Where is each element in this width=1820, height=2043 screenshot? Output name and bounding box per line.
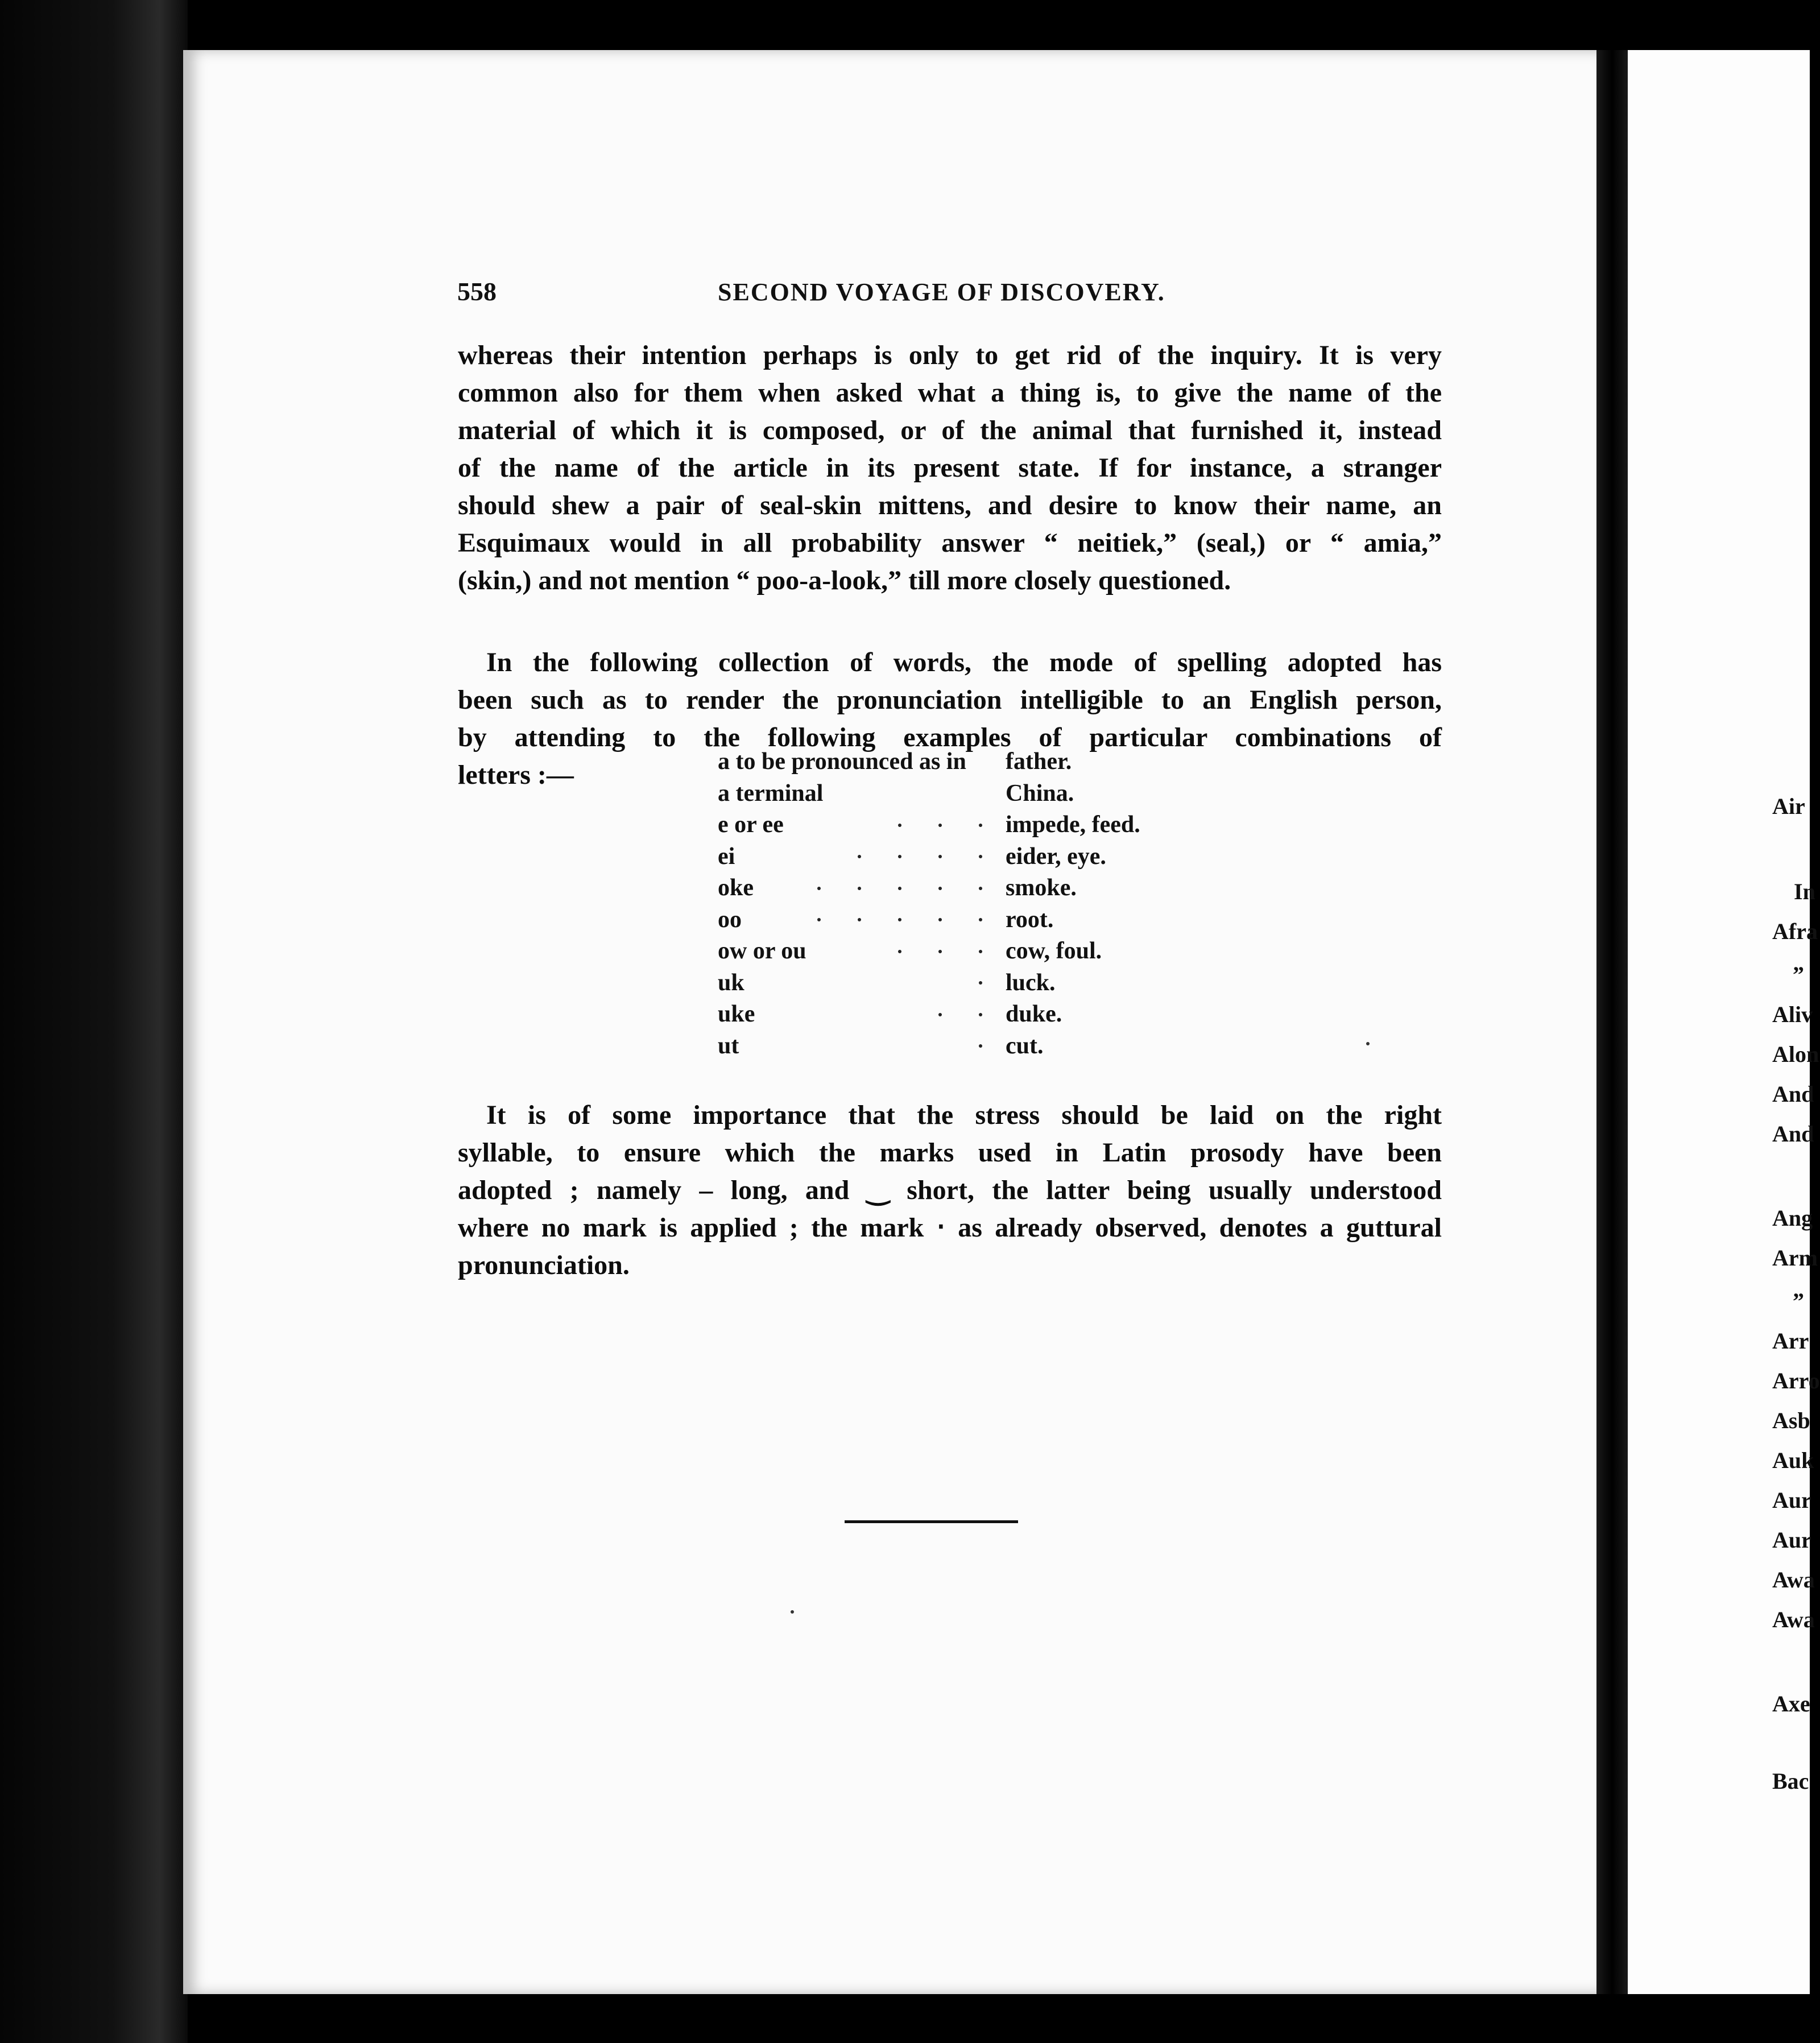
example-row: [718, 904, 1343, 936]
example-letters: uke: [718, 1001, 755, 1027]
example-word: impede, feed.: [1006, 812, 1140, 838]
text-line: should shew a pair of seal-skin mittens, and desire to know their name, an: [458, 490, 1442, 520]
leader-dot: [817, 887, 821, 890]
example-row: [718, 936, 1343, 967]
facing-page-word: Auk: [1772, 1448, 1814, 1473]
text-line: whereas their intention perhaps is only to get rid of the inquiry. It is very: [458, 340, 1442, 370]
text-line: adopted ; namely – long, and ‿ short, the latter being usually understood: [458, 1175, 1442, 1205]
leader-dot: [938, 887, 942, 890]
example-row: [718, 778, 1343, 810]
leader-dot: [858, 887, 861, 890]
example-letters: uk: [718, 969, 744, 996]
facing-page-word: Alon: [1772, 1041, 1819, 1067]
leader-dot: [979, 824, 982, 827]
example-letters: oo: [718, 906, 742, 933]
dot-leader: [817, 904, 982, 936]
leader-dot: [898, 918, 901, 921]
leader-dot: [858, 918, 861, 921]
leader-dot: [898, 855, 901, 858]
example-word: father.: [1006, 748, 1072, 775]
leader-dot: [898, 824, 901, 827]
text-line: In the following collection of words, the mode of spelling adopted has: [486, 647, 1442, 677]
dot-leader: [817, 872, 982, 904]
facing-page-word: And: [1772, 1121, 1814, 1147]
example-letters: ow or ou: [718, 938, 806, 964]
facing-page-word: Aliv: [1772, 1002, 1813, 1027]
leader-dot: [817, 918, 821, 921]
dot-leader: [817, 999, 982, 1031]
dot-leader: [817, 967, 982, 999]
facing-page-word: Asb: [1772, 1408, 1810, 1433]
example-row: [718, 999, 1343, 1031]
text-line: letters :—: [458, 760, 574, 790]
facing-page-word: Axe: [1772, 1691, 1810, 1717]
facing-page: [1628, 50, 1820, 1994]
example-letters: oke: [718, 875, 754, 901]
paragraph-3: [458, 1097, 1442, 1284]
text-line: where no mark is applied ; the mark ‧ as already observed, denotes a guttural: [458, 1213, 1442, 1243]
facing-page-word: Awa: [1772, 1607, 1815, 1632]
example-row: [718, 809, 1343, 841]
page-number: 558: [457, 277, 497, 306]
example-word: cow, foul.: [1006, 938, 1102, 964]
text-line: It is of some importance that the stress should be laid on the right: [486, 1100, 1442, 1130]
example-letters: ei: [718, 843, 735, 870]
example-word: cut.: [1006, 1032, 1044, 1059]
example-row: [718, 967, 1343, 999]
facing-page-word: Bac: [1772, 1768, 1809, 1794]
leader-dot: [938, 918, 942, 921]
book-gutter: [1596, 50, 1628, 1994]
facing-page-word: Awa: [1772, 1567, 1815, 1593]
leader-dot: [979, 1013, 982, 1016]
pronunciation-examples: [718, 746, 1343, 1062]
paragraph-1: [458, 337, 1442, 599]
facing-page-word: Arr: [1772, 1328, 1809, 1354]
example-row: [718, 1031, 1343, 1062]
example-row: [718, 841, 1343, 873]
text-line: been such as to render the pronunciation intelligible to an English person,: [458, 685, 1442, 715]
leader-dot: [898, 950, 901, 953]
example-word: eider, eye.: [1006, 843, 1106, 870]
text-line: material of which it is composed, or of the animal that furnished it, instead: [458, 415, 1442, 445]
facing-page-word: ”: [1793, 1288, 1804, 1314]
scan-background-left: [0, 0, 188, 2043]
running-title: SECOND VOYAGE OF DISCOVERY.: [718, 278, 1165, 306]
example-letters: a to be pronounced as in: [718, 748, 966, 775]
example-word: China.: [1006, 780, 1074, 807]
leader-dot: [938, 824, 942, 827]
example-row: [718, 872, 1343, 904]
example-row: [718, 746, 1343, 778]
dot-leader: [817, 809, 982, 841]
facing-page-word: And: [1772, 1081, 1814, 1107]
text-line: syllable, to ensure which the marks used in Latin prosody have been: [458, 1138, 1442, 1168]
dot-leader: [817, 936, 982, 967]
print-speck: [1366, 1042, 1370, 1045]
dot-leader: [817, 841, 982, 873]
facing-page-word: Arro: [1772, 1368, 1820, 1393]
leader-dot: [979, 981, 982, 985]
example-word: smoke.: [1006, 875, 1077, 901]
text-line: (skin,) and not mention “ poo-a-look,” till more closely questioned.: [458, 565, 1231, 595]
leader-dot: [979, 887, 982, 890]
leader-dot: [938, 950, 942, 953]
example-word: duke.: [1006, 1001, 1062, 1027]
facing-page-word: In: [1794, 879, 1815, 904]
facing-page-word: Aur: [1772, 1487, 1811, 1513]
book-page: [183, 50, 1596, 1994]
facing-page-word: Arm: [1772, 1245, 1818, 1271]
dot-leader: [817, 1031, 982, 1062]
example-word: luck.: [1006, 969, 1056, 996]
facing-page-word: Air: [1772, 793, 1805, 819]
leader-dot: [979, 855, 982, 858]
leader-dot: [979, 918, 982, 921]
text-line: Esquimaux would in all probability answer “ neitiek,” (seal,) or “ amia,”: [458, 528, 1442, 558]
facing-page-word: Afra: [1772, 919, 1818, 944]
leader-dot: [898, 887, 901, 890]
leader-dot: [938, 855, 942, 858]
leader-dot: [938, 1013, 942, 1016]
facing-page-word: Aur: [1772, 1527, 1811, 1553]
facing-page-word: Ang: [1772, 1205, 1813, 1231]
text-line: pronunciation.: [458, 1250, 630, 1280]
leader-dot: [858, 855, 861, 858]
text-line: of the name of the article in its present state. If for instance, a stranger: [458, 453, 1442, 483]
example-letters: a terminal: [718, 780, 824, 807]
example-word: root.: [1006, 906, 1054, 933]
leader-dot: [979, 1044, 982, 1048]
example-letters: ut: [718, 1032, 739, 1059]
text-line: by attending to the following examples of particular combinations of: [458, 722, 1442, 752]
example-letters: e or ee: [718, 812, 784, 838]
leader-dot: [979, 950, 982, 953]
print-speck: [791, 1610, 794, 1614]
section-rule: [845, 1520, 1018, 1523]
facing-page-word: ”: [1793, 962, 1804, 987]
text-line: common also for them when asked what a thing is, to give the name of the: [458, 378, 1442, 408]
